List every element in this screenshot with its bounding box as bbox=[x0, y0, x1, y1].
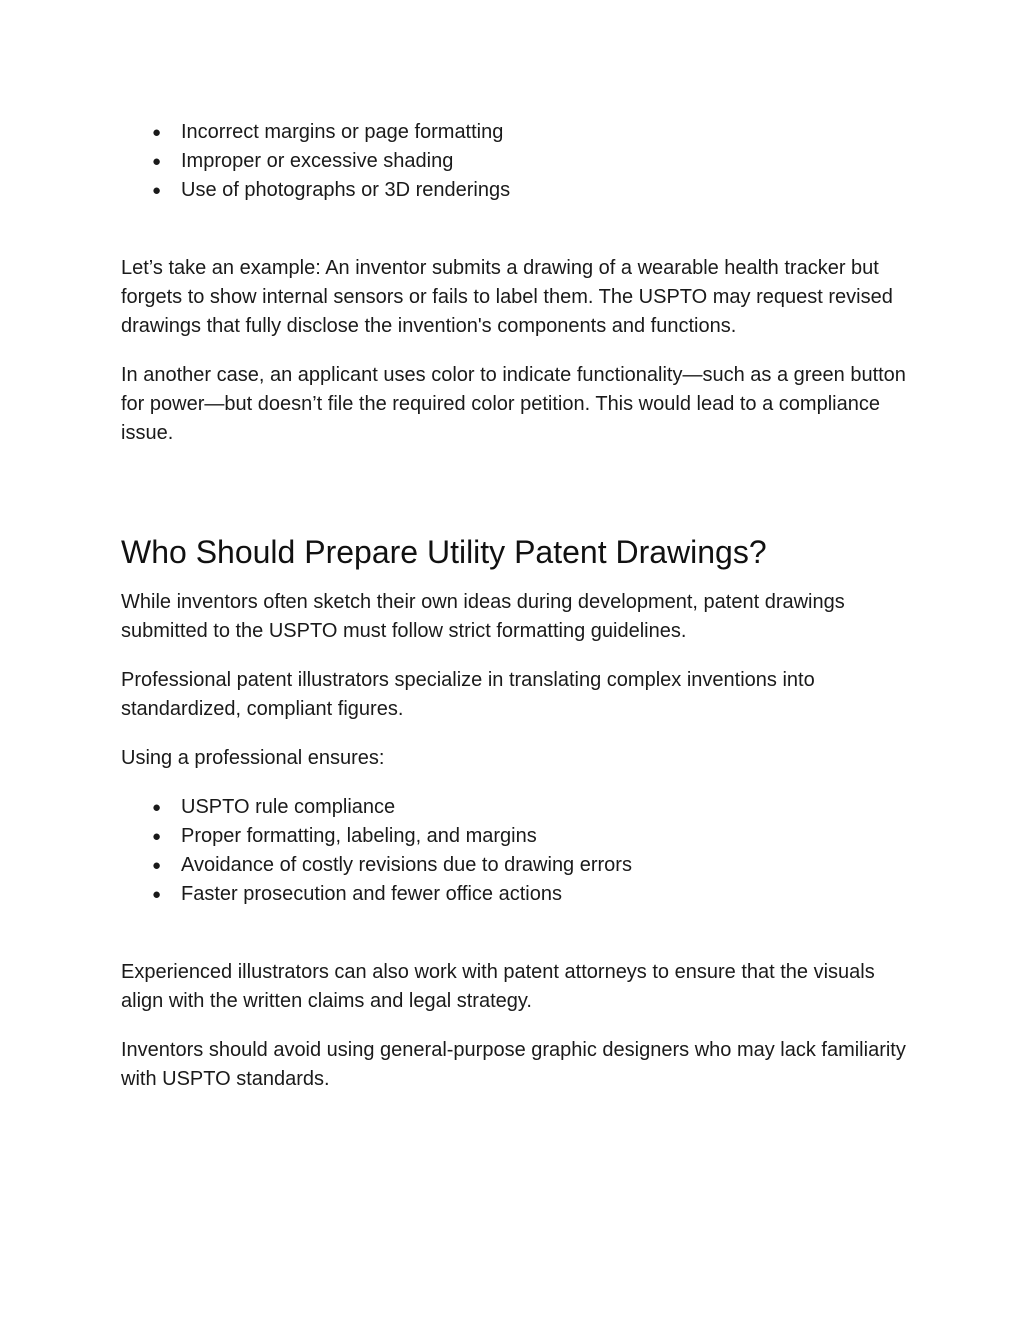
bullet-icon: ● bbox=[152, 124, 162, 141]
bullet-icon: ● bbox=[152, 153, 162, 170]
ensures-list bbox=[121, 793, 911, 909]
common-issues-list bbox=[121, 118, 911, 205]
list-item bbox=[121, 851, 911, 880]
list-item bbox=[121, 176, 911, 205]
bullet-icon: ● bbox=[152, 828, 162, 845]
list-item-text: Incorrect margins or page formatting bbox=[181, 121, 504, 143]
list-item-text: Avoidance of costly revisions due to drawing errors bbox=[181, 854, 632, 876]
bullet-icon: ● bbox=[152, 886, 162, 903]
illustrators-paragraph: Professional patent illustrators specialize in translating complex inventions into standardized, compliant figures. bbox=[121, 669, 815, 720]
attorneys-paragraph: Experienced illustrators can also work with patent attorneys to ensure that the visuals align with the written claims and legal strategy. bbox=[121, 961, 875, 1012]
color-case-paragraph: In another case, an applicant uses color to indicate functionality—such as a green button for power—but doesn’t file the required color petition. This would lead to a compliance issue. bbox=[121, 364, 906, 444]
list-item bbox=[121, 147, 911, 176]
designers-warning-paragraph: Inventors should avoid using general-purpose graphic designers who may lack familiarity with USPTO standards. bbox=[121, 1039, 906, 1090]
list-item bbox=[121, 822, 911, 851]
example-paragraph: Let’s take an example: An inventor submits a drawing of a wearable health tracker but forgets to show internal sensors or fails to label them. The USPTO may request revised drawings that fully disclose the invention's components and functions. bbox=[121, 257, 893, 337]
bullet-icon: ● bbox=[152, 857, 162, 874]
document-body bbox=[121, 118, 911, 1094]
list-item-text: Proper formatting, labeling, and margins bbox=[181, 825, 537, 847]
bullet-icon: ● bbox=[152, 182, 162, 199]
list-item bbox=[121, 793, 911, 822]
list-item-text: USPTO rule compliance bbox=[181, 796, 396, 818]
ensures-intro-paragraph: Using a professional ensures: bbox=[121, 747, 385, 769]
list-item-text: Use of photographs or 3D renderings bbox=[181, 179, 511, 201]
list-item-text: Improper or excessive shading bbox=[181, 150, 454, 172]
section-heading: Who Should Prepare Utility Patent Drawings? bbox=[121, 534, 767, 570]
list-item-text: Faster prosecution and fewer office actions bbox=[181, 883, 562, 905]
list-item bbox=[121, 118, 911, 147]
list-item bbox=[121, 880, 911, 909]
bullet-icon: ● bbox=[152, 799, 162, 816]
inventors-paragraph: While inventors often sketch their own ideas during development, patent drawings submitted to the USPTO must follow strict formatting guidelines. bbox=[121, 591, 845, 642]
